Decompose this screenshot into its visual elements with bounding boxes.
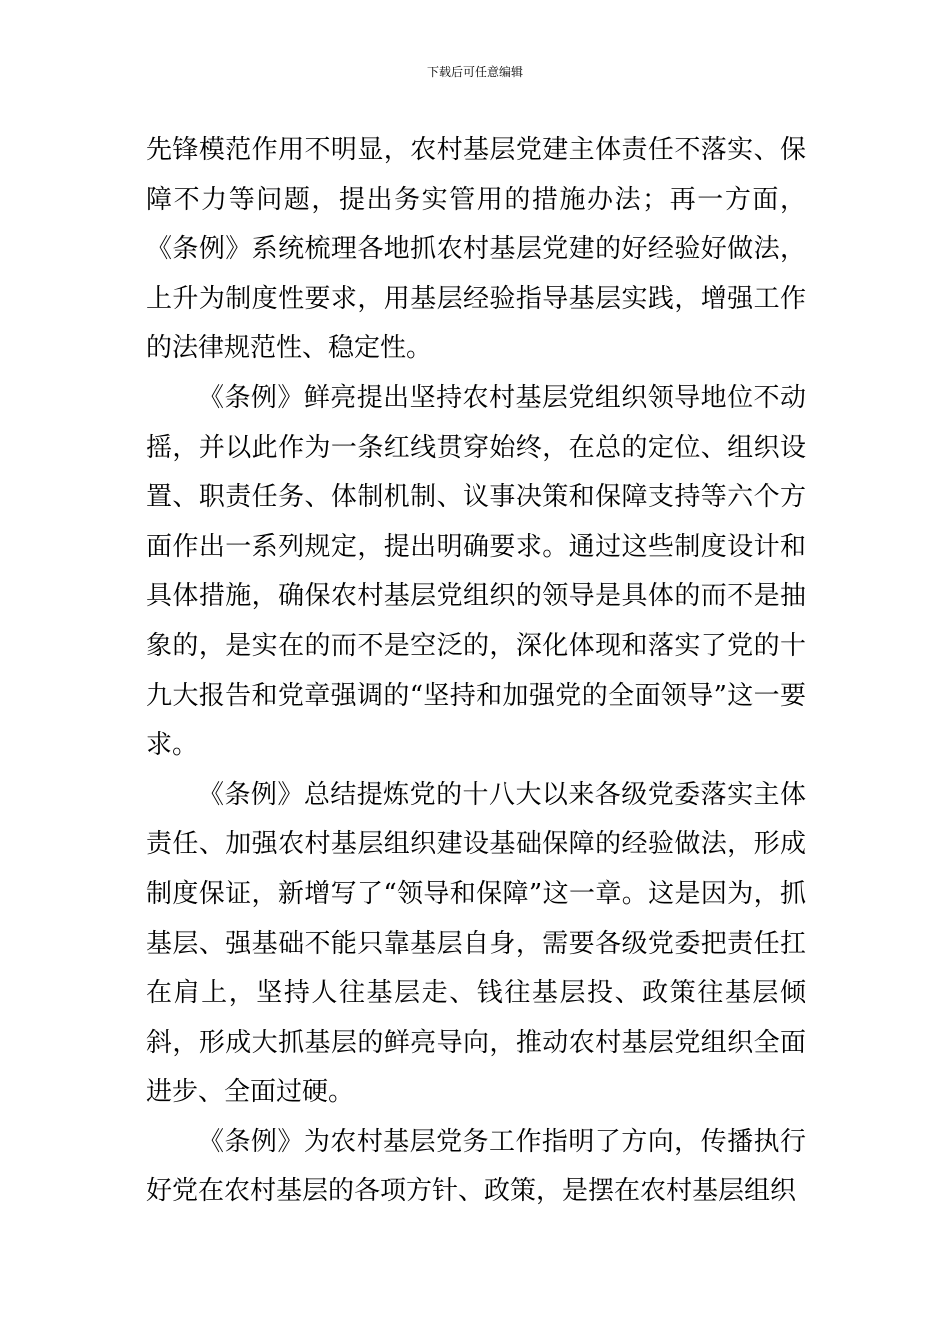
paragraph-2: 《条例》鲜亮提出坚持农村基层党组织领导地位不动摇，并以此作为一条红线贯穿始终，在总的定位、组织设置、职责任务、体制机制、议事决策和保障支持等六个方面作出一系列规定，提出明确要求。通过这些制度设计和具体措施，确保农村基层党组织的领导是具体的而不是抽象的，是实在的而不是空泛的，深化体现和落实了党的十九大报告和党章强调的“坚持和加强党的全面领导”这一要求。 xyxy=(146,382,806,761)
page-header: 下载后可任意编辑 xyxy=(426,65,523,79)
document-body xyxy=(146,126,806,1217)
paragraph-3: 《条例》总结提炼党的十八大以来各级党委落实主体责任、加强农村基层组织建设基础保障的经验做法，形成制度保证，新增写了“领导和保障”这一章。这是因为，抓基层、强基础不能只靠基层自身，需要各级党委把责任扛在肩上，坚持人往基层走、钱往基层投、政策往基层倾斜，形成大抓基层的鲜亮导向，推动农村基层党组织全面进步、全面过硬。 xyxy=(146,779,806,1108)
paragraph-4: 《条例》为农村基层党务工作指明了方向，传播执行好党在农村基层的各项方针、政策，是摆在农村基层组织 xyxy=(146,1126,806,1207)
paragraph-1: 先锋模范作用不明显，农村基层党建主体责任不落实、保障不力等问题，提出务实管用的措施办法；再一方面，《条例》系统梳理各地抓农村基层党建的好经验好做法，上升为制度性要求，用基层经验指导基层实践，增强工作的法律规范性、稳定性。 xyxy=(146,135,806,364)
